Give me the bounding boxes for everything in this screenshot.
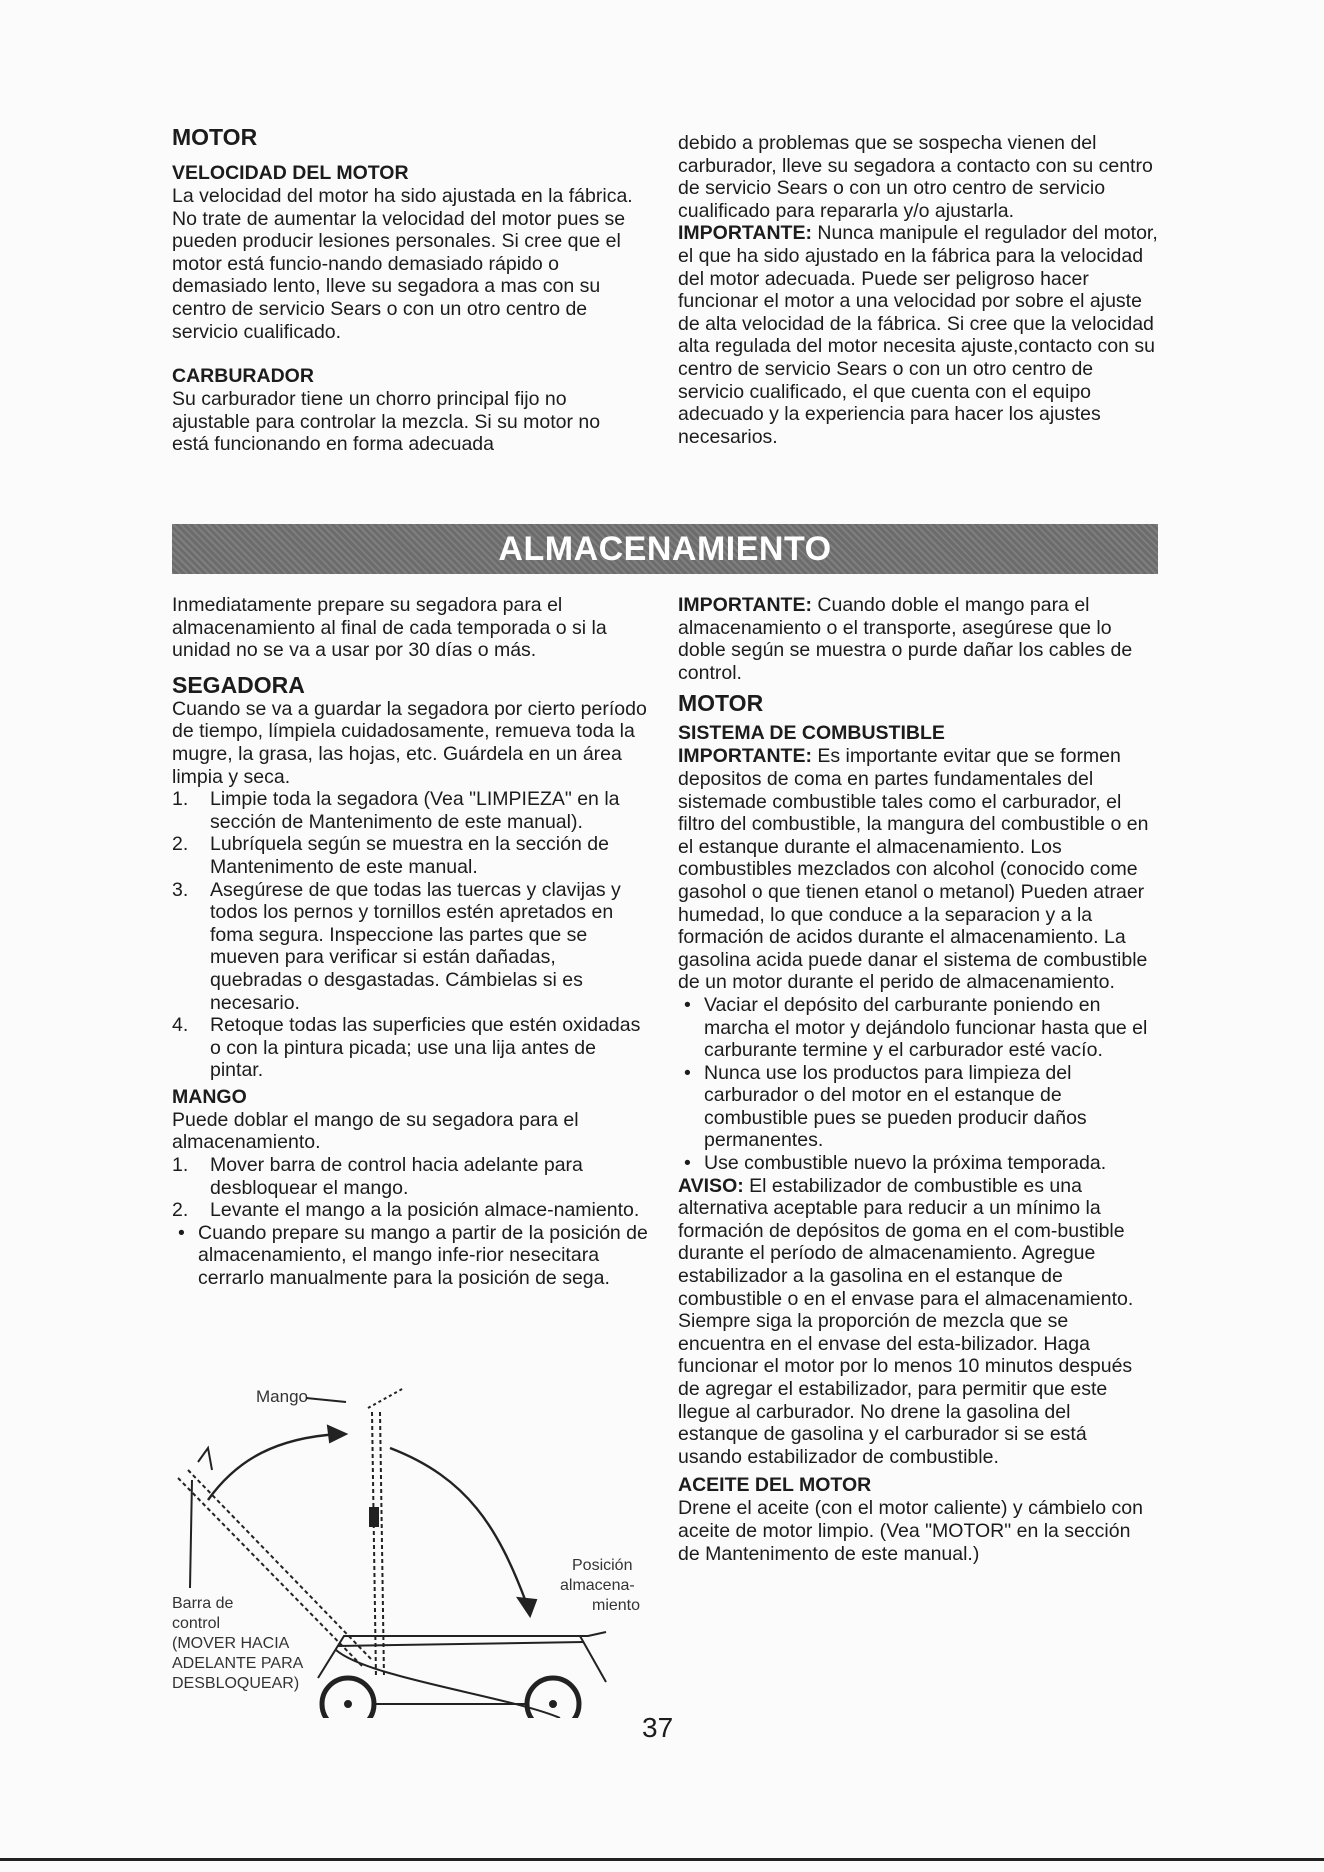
right-column: [678, 594, 1156, 1565]
motor-heading-2: MOTOR: [678, 690, 764, 717]
mower-handle-diagram: [168, 1378, 658, 1718]
list-item: • Nunca use los productos para limpieza del carburador o del motor en el estanque de combustible pues se pueden producir daños permanentes.: [684, 1061, 1087, 1152]
label-barra-1: Barra de: [172, 1595, 234, 1612]
intro-text: Inmediatamente prepare su segadora para el almacenamiento al final de cada temporada o si la unidad no se va a usar por 30 días o más.: [172, 594, 607, 662]
motor-heading: MOTOR: [172, 124, 258, 150]
top-right-column: [678, 132, 1158, 448]
importante-label: IMPORTANTE:: [678, 222, 812, 245]
label-posicion-1: Posición: [572, 1557, 633, 1574]
aviso-label: AVISO:: [678, 1174, 744, 1197]
mango-bullets: [172, 1222, 650, 1290]
section-banner: [172, 524, 1158, 574]
aviso-text: El estabilizador de combustible es una alternativa aceptable para reducir a un mínimo la formación de depósitos de goma en el com-bustible durante el período de almacenamiento. Agregue estabilizador a la gasolina en el estanque de combustible o en el envase para el almacenamiento. Siempre siga la proporción de mezcla que se encuentra en el envase del esta-bilizador. Haga funcionar el motor por lo menos 10 minutos después de agregar el estabilizador, para permitir que este llegue al carburador. No drene la gasolina del estanque de gasolina y el carburador si se está usando estabilizador de combustible.: [678, 1174, 1134, 1468]
combustible-bullets: [678, 994, 1156, 1175]
list-item: • Use combustible nuevo la próxima temporada.: [684, 1152, 1107, 1175]
label-mango: Mango: [256, 1387, 308, 1406]
carburador-continued-text: debido a problemas que se sospecha vienen del carburador, lleve su segadora a contacto con su centro de servicio Sears o con un otro centro de servicio cualificado para repararla y/o ajustarla.: [678, 132, 1153, 222]
label-posicion-2: almacena-: [560, 1577, 635, 1594]
label-barra-5: DESBLOQUEAR): [172, 1675, 300, 1692]
mango-text: Puede doblar el mango de su segadora para el almacenamiento.: [172, 1108, 579, 1154]
list-item: 1. Mover barra de control hacia adelante para desbloquear el mango.: [172, 1154, 583, 1199]
sistema-paragraph: [678, 745, 1156, 994]
label-posicion-3: miento: [592, 1597, 641, 1614]
aviso-paragraph: [678, 1175, 1156, 1469]
page-number: 37: [642, 1712, 674, 1743]
sistema-label: IMPORTANTE:: [678, 745, 812, 768]
list-item: • Cuando prepare su mango a partir de la posición de almacenamiento, el mango infe-rior nesecitara cerrarlo manualmente para la posición de sega.: [178, 1221, 648, 1290]
mango-heading: MANGO: [172, 1085, 247, 1108]
carburador-heading: CARBURADOR: [172, 365, 314, 388]
importante-mango-label: IMPORTANTE:: [678, 594, 812, 616]
page-bottom-rule: [0, 1858, 1324, 1861]
importante-paragraph: [678, 222, 1158, 448]
list-item: 2. Lubríquela según se muestra en la sección de Mantenimento de este manual.: [172, 833, 609, 878]
importante-mango-paragraph: [678, 594, 1156, 684]
label-barra-3: (MOVER HACIA: [172, 1635, 290, 1652]
sistema-heading: SISTEMA DE COMBUSTIBLE: [678, 722, 945, 745]
segadora-text: Cuando se va a guardar la segadora por cierto período de tiempo, límpiela cuidadosamente, remueva toda la mugre, la grasa, las hojas, etc. Guárdela en un área limpia y seca.: [172, 697, 647, 788]
list-item: 1. Limpie toda la segadora (Vea "LIMPIEZA" en la sección de Mantenimento de este manual).: [172, 788, 620, 833]
mango-steps: [172, 1154, 650, 1222]
aceite-text: Drene el aceite (con el motor caliente) y cámbielo con aceite de motor limpio. (Vea "MOTOR" en la sección de Mantenimento de este manual.): [678, 1497, 1143, 1565]
list-item: 3. Asegúrese de que todas las tuercas y clavijas y todos los pernos y tornillos estén apretados en foma segura. Inspeccione las partes que se mueven para verificar si están dañadas, quebradas o desgastadas. Cámbielas si es necesario.: [172, 878, 621, 1014]
carburador-text: Su carburador tiene un chorro principal fijo no ajustable para controlar la mezcla. Si su motor no está funcionando en forma adecuada: [172, 388, 601, 456]
segadora-steps: [172, 788, 650, 1082]
list-item: 2. Levante el mango a la posición almace-namiento.: [172, 1199, 640, 1222]
velocidad-heading: VELOCIDAD DEL MOTOR: [172, 162, 409, 184]
list-item: • Vaciar el depósito del carburante poniendo en marcha el motor y dejándolo funcionar hasta que el carburante termine y el carburador esté vacío.: [684, 993, 1148, 1062]
importante-mango-text: Cuando doble el mango para el almacenamiento o el transporte, asegúrese que lo doble según se muestra o purde dañar los cables de control.: [678, 594, 1133, 684]
list-item: 4. Retoque todas las superficies que estén oxidadas o con la pintura picada; use una lija antes de pintar.: [172, 1014, 641, 1082]
top-left-column: [172, 124, 642, 456]
aceite-heading: ACEITE DEL MOTOR: [678, 1474, 872, 1497]
segadora-heading: SEGADORA: [172, 671, 305, 698]
banner-title: ALMACENAMIENTO: [498, 529, 832, 568]
label-barra-4: ADELANTE PARA: [172, 1655, 304, 1672]
label-barra-2: control: [172, 1615, 221, 1632]
velocidad-text: La velocidad del motor ha sido ajustada en la fábrica. No trate de aumentar la velocidad del motor pues se pueden producir lesiones personales. Si cree que el motor está funcio-nando demasiado rápido o demasiado lento, lleve su segadora a mas con su centro de servicio Sears o con un otro centro de servicio cualificado.: [172, 185, 633, 343]
importante-text: Nunca manipule el regulador del motor, el que ha sido ajustado en la fábrica para la velocidad del motor adecuada. Puede ser peligroso hacer funcionar el motor a una velocidad por sobre el ajuste de alta velocidad de la fábrica. Si cree que la velocidad alta regulada del motor necesita ajuste,contacto con su centro de servicio Sears o con un otro centro de servicio cualificado, el que cuenta con el equipo adecuado y la experiencia para hacer los ajustes necesarios.: [678, 222, 1158, 448]
sistema-text: Es importante evitar que se formen depositos de coma en partes fundamentales del sistemade combustible tales como el carburador, el filtro del combustible, la mangura del combustible o en el estanque durante el almacenamiento. Los combustibles mezclados con alcohol (conocido come gasohol o que tienen etanol o metanol) Pueden atraer humedad, lo que conduce a la separacion y a la formación de acidos durante el almacenamiento. La gasolina acida puede danar el sistema de combustible de un motor durante el perido de almacenamiento.: [678, 745, 1149, 994]
left-column: [172, 594, 650, 1290]
